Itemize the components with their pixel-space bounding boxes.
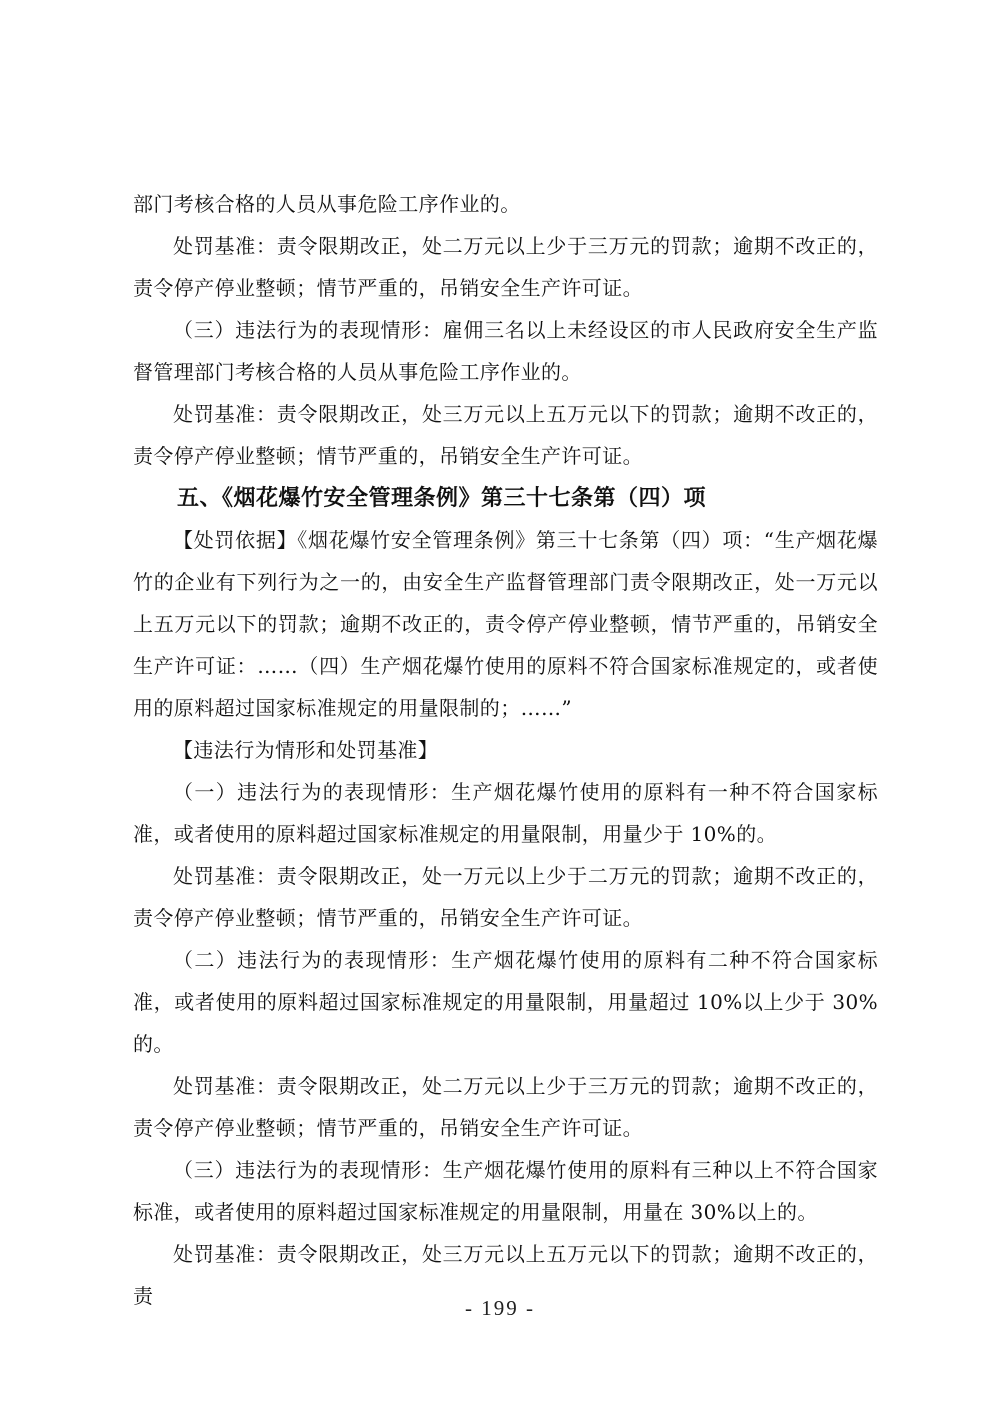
paragraph-penalty-standard: 处罚基准：责令限期改正，处二万元以上少于三万元的罚款；逾期不改正的，责令停产停业整顿；情节严重的，吊销安全生产许可证。 <box>133 234 878 300</box>
paragraph-violation-case-1: （一）违法行为的表现情形：生产烟花爆竹使用的原料有一种不符合国家标准，或者使用的原料超过国家标准规定的用量限制，用量少于 10%的。 <box>133 780 878 846</box>
page-number: - 199 - <box>465 1296 535 1320</box>
paragraph-penalty-standard: 处罚基准：责令限期改正，处三万元以上五万元以下的罚款；逾期不改正的，责令停产停业整顿；情节严重的，吊销安全生产许可证。 <box>133 402 878 468</box>
paragraph-subheading: 【违法行为情形和处罚基准】 <box>173 738 439 762</box>
paragraph-penalty-basis: 【处罚依据】《烟花爆竹安全管理条例》第三十七条第（四）项：“生产烟花爆竹的企业有下列行为之一的，由安全生产监督管理部门责令限期改正，处一万元以上五万元以下的罚款；逾期不改正的，责令停产停业整顿，情节严重的，吊销安全生产许可证：……（四）生产烟花爆竹使用的原料不符合国家标准规定的，或者使用的原料超过国家标准规定的用量限制的；……” <box>133 528 878 720</box>
paragraph-continuation: 部门考核合格的人员从事危险工序作业的。 <box>133 192 521 216</box>
paragraph-penalty-standard: 处罚基准：责令限期改正，处一万元以上少于二万元的罚款；逾期不改正的，责令停产停业整顿；情节严重的，吊销安全生产许可证。 <box>133 864 878 930</box>
paragraph-violation-case-3: （三）违法行为的表现情形：雇佣三名以上未经设区的市人民政府安全生产监督管理部门考核合格的人员从事危险工序作业的。 <box>133 318 878 384</box>
paragraph-violation-case-3: （三）违法行为的表现情形：生产烟花爆竹使用的原料有三种以上不符合国家标准，或者使用的原料超过国家标准规定的用量限制，用量在 30%以上的。 <box>133 1158 878 1224</box>
paragraph-penalty-standard: 处罚基准：责令限期改正，处二万元以上少于三万元的罚款；逾期不改正的，责令停产停业整顿；情节严重的，吊销安全生产许可证。 <box>133 1074 878 1140</box>
document-body <box>133 183 878 1317</box>
paragraph-violation-case-2: （二）违法行为的表现情形：生产烟花爆竹使用的原料有二种不符合国家标准，或者使用的原料超过国家标准规定的用量限制，用量超过 10%以上少于 30%的。 <box>133 948 878 1056</box>
section-heading: 五、《烟花爆竹安全管理条例》第三十七条第（四）项 <box>177 485 707 511</box>
paragraph-penalty-standard: 处罚基准：责令限期改正，处三万元以上五万元以下的罚款；逾期不改正的，责 <box>133 1242 878 1308</box>
